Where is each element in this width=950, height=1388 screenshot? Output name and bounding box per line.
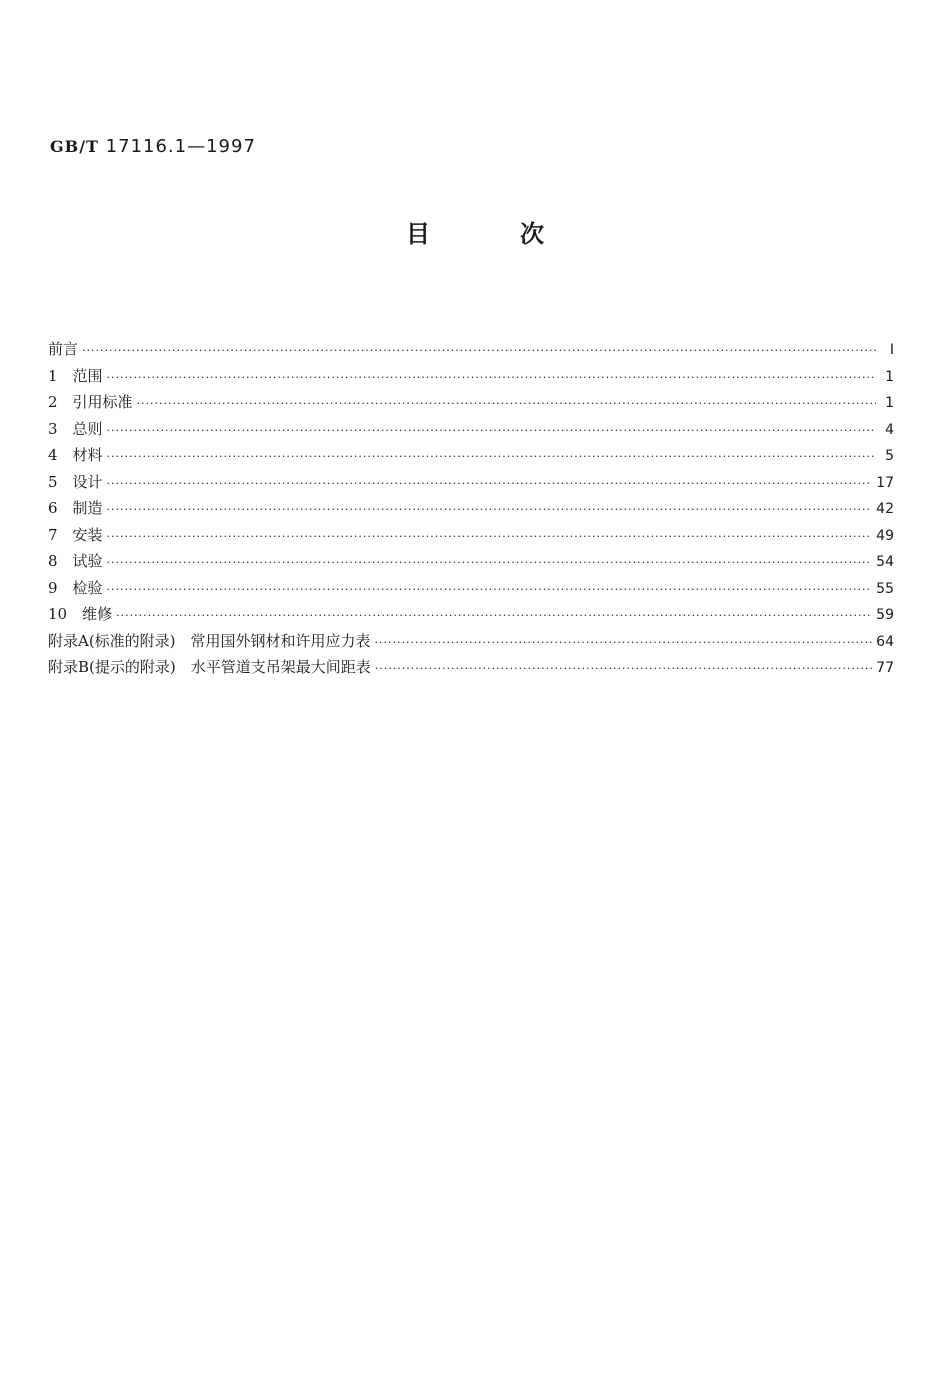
toc-entry[interactable] — [48, 442, 894, 469]
toc-dot-leader — [107, 577, 873, 604]
toc-dot-leader — [116, 603, 872, 630]
toc-entry-page: I — [889, 342, 894, 358]
toc-dot-leader — [107, 497, 873, 524]
toc-entry-label: 3 总则 — [48, 419, 103, 438]
toc-dot-leader — [107, 365, 876, 392]
standard-number — [50, 136, 256, 157]
toc-entry[interactable] — [48, 495, 894, 522]
toc-entry-label: 附录A(标准的附录) 常用国外钢材和许用应力表 — [48, 631, 371, 650]
toc-entry-page: 42 — [876, 501, 894, 517]
toc-dot-leader — [107, 524, 873, 551]
toc-entry-page: 55 — [876, 580, 894, 597]
toc-dot-leader — [107, 444, 876, 471]
standard-code: 17116.1—1997 — [105, 136, 256, 157]
toc-entry[interactable] — [48, 469, 894, 496]
toc-dot-leader — [137, 391, 876, 418]
toc-entry-page: 59 — [876, 607, 894, 623]
toc-entry-label: 前言 — [48, 340, 79, 358]
toc-entry-label: 5 设计 — [48, 472, 103, 491]
toc-dot-leader — [107, 550, 873, 577]
toc-entry-page: 77 — [876, 660, 894, 676]
toc-entry[interactable] — [48, 363, 894, 390]
toc-entry[interactable] — [48, 601, 894, 628]
toc-entry-label: 2 引用标准 — [48, 393, 133, 411]
toc-entry-label: 7 安装 — [48, 525, 103, 544]
toc-entry-page: 4 — [885, 421, 894, 438]
toc-dot-leader — [375, 656, 872, 683]
toc-entry[interactable] — [48, 416, 894, 443]
toc-entry-label: 1 范围 — [48, 366, 103, 385]
toc-dot-leader — [375, 630, 873, 657]
toc-entry[interactable] — [48, 522, 894, 549]
toc-entry-label: 6 制造 — [48, 499, 103, 517]
toc-entry-label: 10 维修 — [48, 605, 113, 623]
toc-entry[interactable] — [48, 654, 894, 681]
toc-entry[interactable] — [48, 336, 894, 363]
toc-entry[interactable] — [48, 389, 894, 416]
toc-entry-page: 1 — [885, 368, 894, 385]
toc-entry-page: 5 — [885, 448, 894, 464]
toc-dot-leader — [107, 418, 876, 445]
standard-prefix: GB/T — [50, 137, 99, 156]
toc-entry-page: 1 — [885, 395, 894, 411]
toc-dot-leader — [82, 338, 876, 365]
toc-entry[interactable] — [48, 575, 894, 602]
toc-entry-page: 54 — [876, 554, 894, 570]
toc-title: 目次 — [406, 220, 634, 248]
toc-entry[interactable] — [48, 548, 894, 575]
toc-entry-label: 9 检验 — [48, 578, 103, 597]
toc-entry-label: 附录B(提示的附录) 水平管道支吊架最大间距表 — [48, 658, 371, 676]
toc-entry-label: 4 材料 — [48, 446, 103, 464]
toc-entry-page: 64 — [876, 633, 894, 650]
toc-entry-label: 8 试验 — [48, 552, 103, 570]
table-of-contents — [48, 336, 894, 681]
toc-entry-page: 17 — [876, 474, 894, 491]
toc-entry[interactable] — [48, 628, 894, 655]
toc-entry-page: 49 — [876, 527, 894, 544]
toc-dot-leader — [107, 471, 873, 498]
